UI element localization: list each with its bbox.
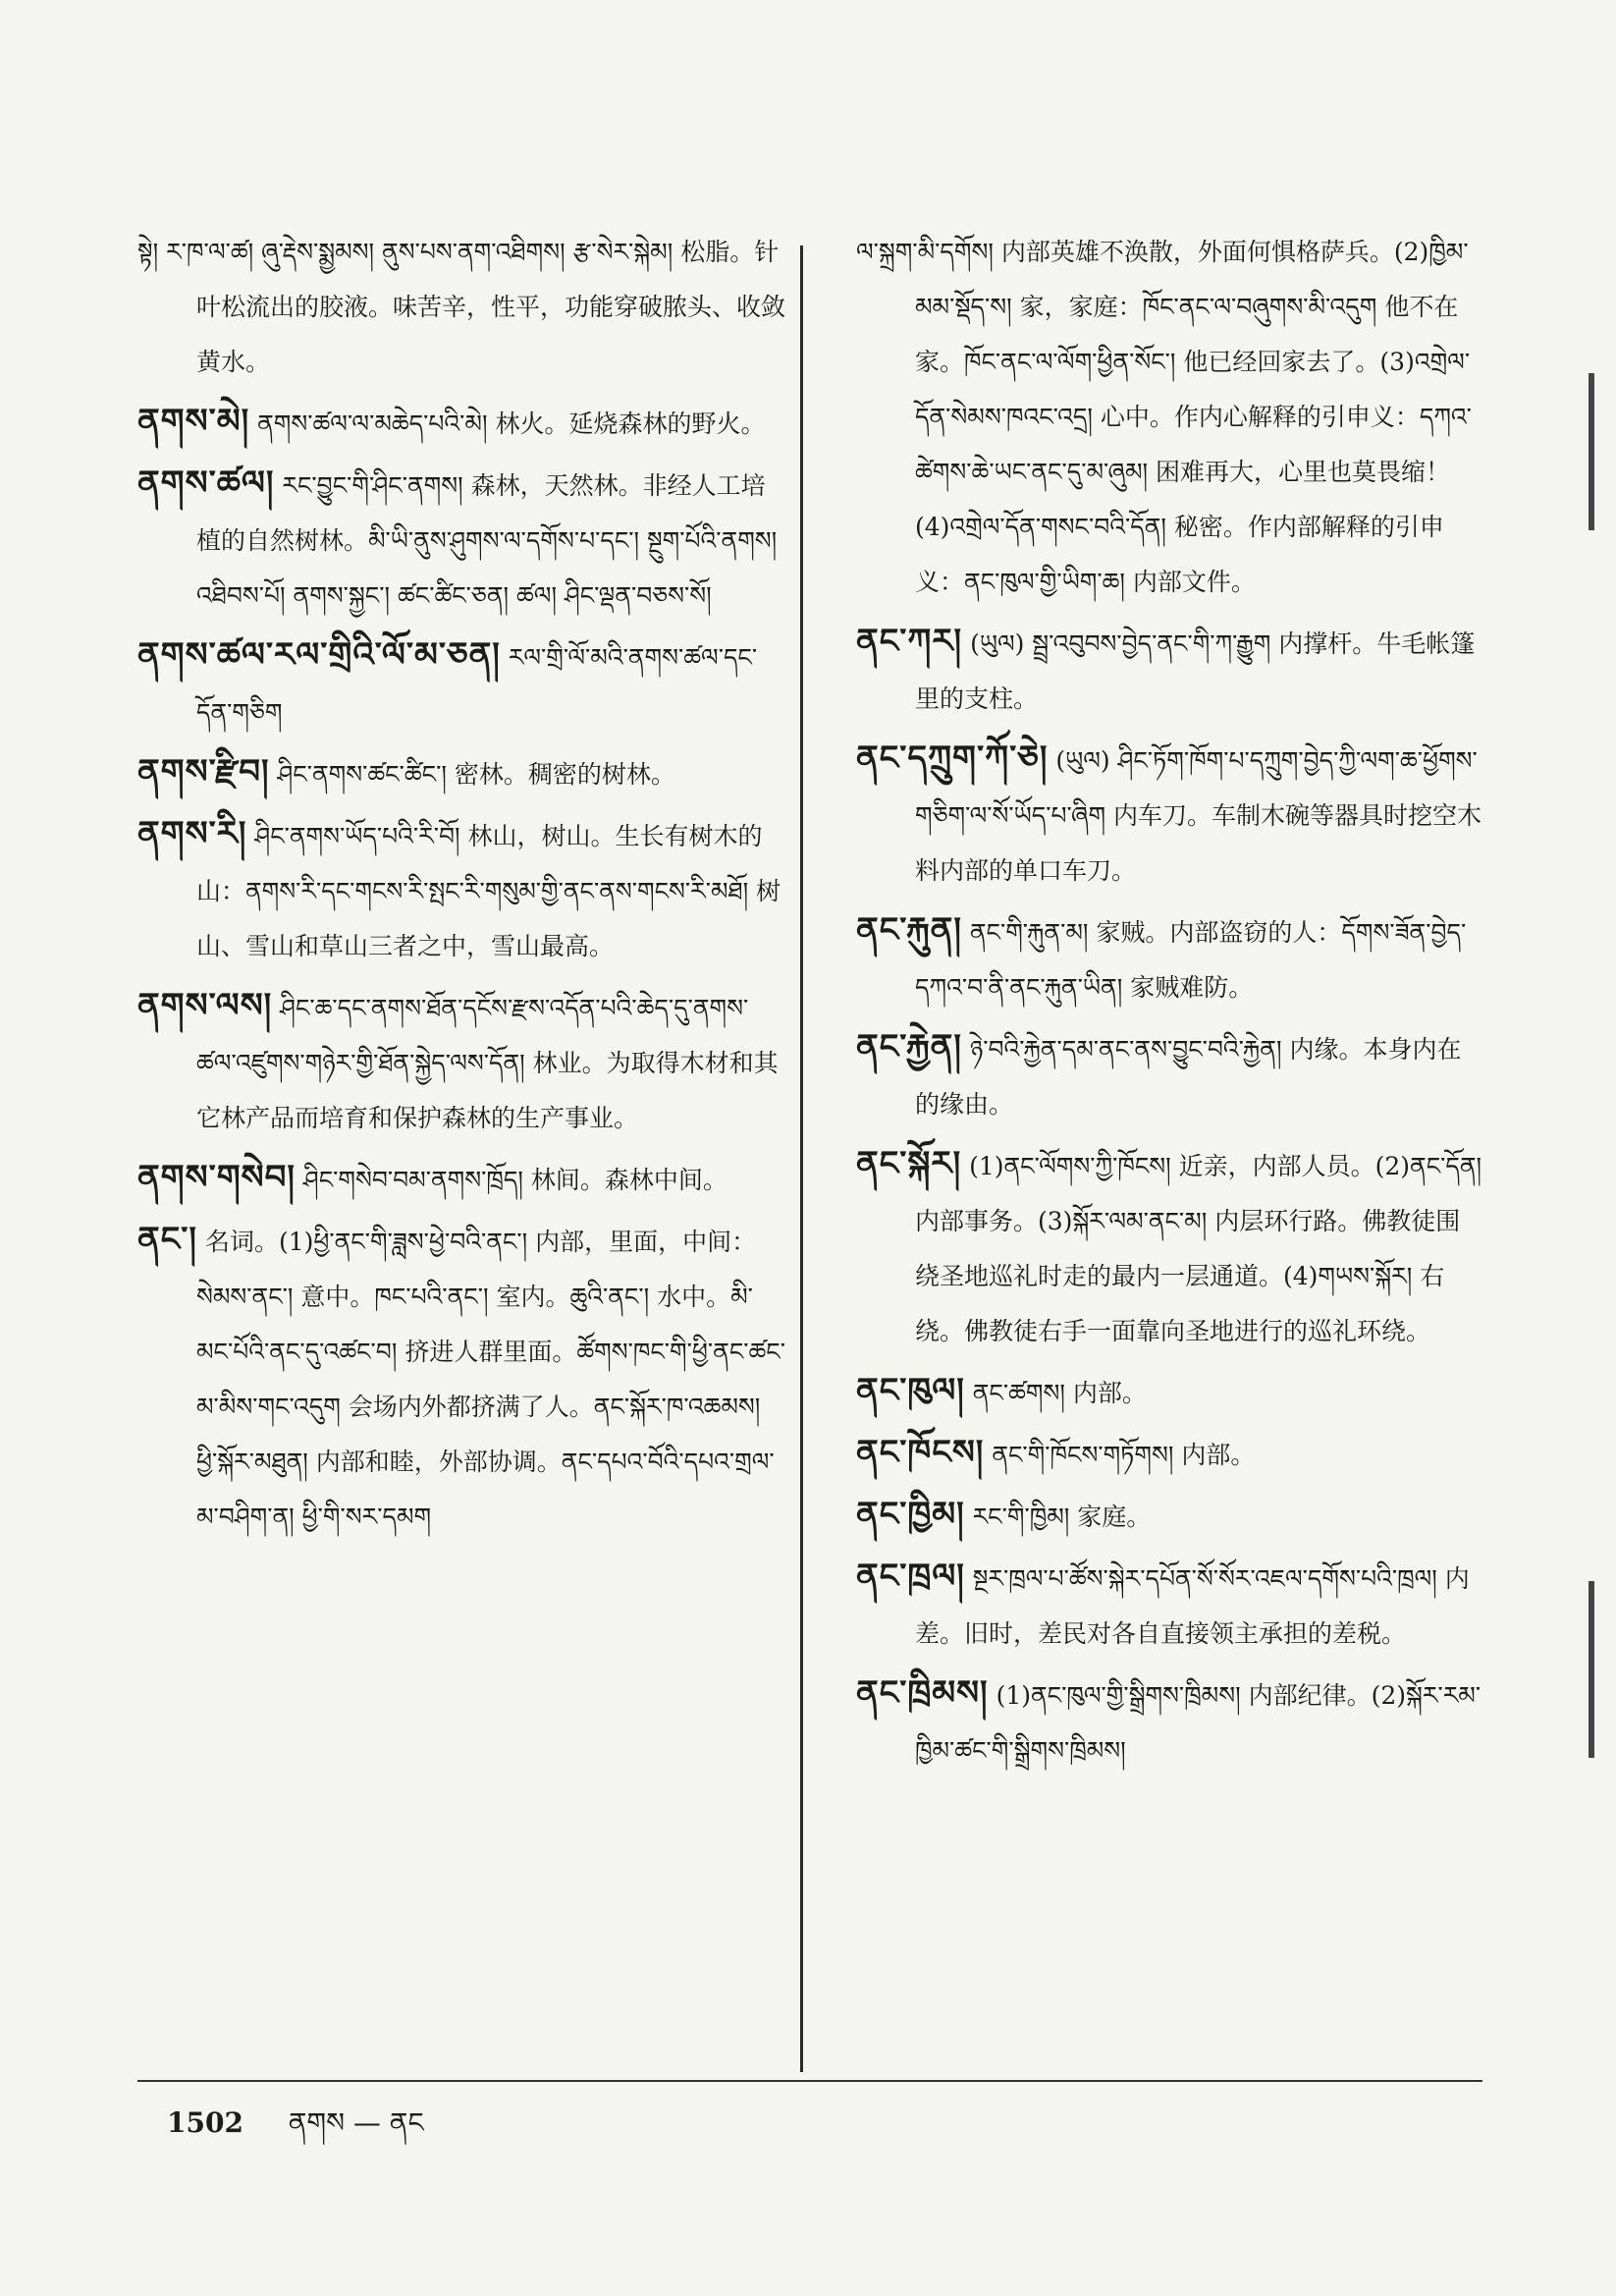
page-edge-mark xyxy=(1589,1581,1594,1758)
definition: ནང་གི་ཁོངས་གཏོགས། 内部。 xyxy=(992,1441,1256,1469)
entry xyxy=(856,1666,1484,1778)
headword: ནང་། xyxy=(137,1220,197,1259)
definition: (ཡུལ) སྦྲ་འབུབས་བྱེད་ནང་གི་ཀ་རྒྱུག 内撑杆。牛毛帐篷里的支柱。 xyxy=(915,629,1476,713)
definition: སྔར་ཁྲལ་པ་ཚོས་སྐེར་དཔོན་སོ་སོར་འཇལ་དགོས་པའི་ཁྲལ། 内差。旧时，差民对各自直接领主承担的差税。 xyxy=(915,1564,1470,1648)
headword: ནགས་ལས། xyxy=(137,986,273,1025)
headword: ནང་ཁྲལ། xyxy=(856,1557,965,1596)
definition: ནགས་ཚལ་ལ་མཆེད་པའི་མེ། 林火。延烧森林的野火。 xyxy=(257,410,766,438)
headword: ནང་ཁོངས། xyxy=(856,1433,985,1472)
entry xyxy=(137,744,785,802)
entry xyxy=(856,1425,1484,1483)
headword: ནང་རྐྱེན། xyxy=(856,1027,962,1066)
page-edge-mark xyxy=(1589,373,1594,530)
definition: རང་བྱུང་གི་ཤིང་ནགས། 森林，天然林。非经人工培植的自然树林。མི་ཡི་ནུས་ཤུགས་ལ་དགོས་པ་དང་། སྔུག་པོའི་ནགས། འཐིབས་པོ། ནགས་སྐྱང་། ཚང་ཚིང་ཅན། ཚལ། ཤིང་ལྡན་བཅས་སོ། xyxy=(196,471,778,610)
page-footer xyxy=(167,2092,424,2169)
definition: 名词。(1)ཕྱི་ནང་གི་ཟླས་ཕྱེ་བའི་ནང་། 内部，里面，中间：སེམས་ནང་། 意中。ཁང་པའི་ནང་། 室内。ཆུའི་ནང་། 水中。མི་མང་པོའི་ནང་དུ་འཚང་བ། 挤进人群里面。ཚོགས་ཁང་གི་ཕྱི་ནང་ཚང་མ་མིས་གང་འདུག 会场内外都挤满了人。ནང་སྐོར་ཁ་འཆམས། ཕྱི་སྐོར་མཐུན། 内部和睦，外部协调。ནང་དཔའ་བོའི་དཔའ་གྲལ་མ་བཤིག་ན། ཕྱི་གི་སར་དམག xyxy=(196,1228,785,1531)
definition: (ཡུལ) ཤིང་ཏོག་ཁོག་པ་དཀྲུག་བྱེད་ཀྱི་ལག་ཆ་ཕྱོགས་གཅིག་ལ་སོ་ཡོད་པ་ཞིག 内车刀。车制木碗等器具时挖空木料内部的单口车刀。 xyxy=(915,746,1482,885)
definition: རལ་གྲི་ལོ་མའི་ནགས་ཚལ་དང་དོན་གཅིག xyxy=(196,643,758,727)
definition: སྟེ། ར་ཁ་ལ་ཚ། ཞུ་རྡེས་སྨྱམས། ནུས་པས་ནག་འཐིགས། རྩ་སེར་སྐེམ། 松脂。针叶松流出的胶液。味苦辛，性平，功能穿破脓头、收敛黄水。 xyxy=(137,238,786,376)
definition: རང་གི་ཁྱིམ། 家庭。 xyxy=(972,1503,1152,1531)
entry xyxy=(137,456,785,624)
entry xyxy=(137,1150,785,1208)
headword: ནགས་ཚལ་རལ་གྲིའི་ལོ་མ་ཅན། xyxy=(137,635,501,675)
entry xyxy=(856,1549,1484,1662)
entry xyxy=(137,222,785,390)
definition: ཉེ་བའི་རྐྱེན་དམ་ནང་ནས་བྱུང་བའི་རྐྱེན། 内缘。本身内在的缘由。 xyxy=(915,1035,1462,1119)
definition: (1)ནང་ཁུལ་གྱི་སྒྲིགས་ཁྲིམས། 内部纪律。(2)སྐོར་རམ་ཁྱིམ་ཚང་གི་སྒྲིགས་ཁྲིམས། xyxy=(915,1681,1481,1765)
entry xyxy=(856,1363,1484,1421)
entry xyxy=(856,731,1484,899)
headword: ནང་སྐོར། xyxy=(856,1144,962,1183)
definition: ཤིང་ནགས་ཡོད་པའི་རི་བོ། 林山，树山。生长有树木的山：ནགས་རི་དང་གངས་རི་སྤང་རི་གསུམ་གྱི་ནང་ནས་གངས་རི་མཐོ། 树山、雪山和草山三者之中，雪山最高。 xyxy=(196,822,781,960)
entry xyxy=(137,806,785,974)
entry xyxy=(856,1487,1484,1545)
headword: ནང་རྐུན། xyxy=(856,910,962,950)
definition: ལ་སྐྲག་མི་དགོས། 内部英雄不涣散，外面何惧格萨兵。(2)ཁྱིམ་མམ་སྡོད་ས། 家，家庭：ཁོང་ནང་ལ་བཞུགས་མི་འདུག 他不在家。ཁོང་ནང་ལ་ལོག་ཕྱིན་སོང་། 他已经回家去了。(3)འགྲེལ་དོན་སེམས་ཁའང་འདྲ། 心中。作内心解释的引申义：དཀའ་ཚེགས་ཆེ་ཡང་ནང་དུ་མ་ཞུམ། 困难再大，心里也莫畏缩！(4)འགྲེལ་དོན་གསང་བའི་དོན། 秘密。作内部解释的引申义：ནང་ཁུལ་གྱི་ཡིག་ཆ། 内部文件。 xyxy=(856,238,1472,596)
entry xyxy=(856,1136,1484,1359)
running-header: ནགས — ནང xyxy=(288,2106,424,2139)
headword: ནང་ཁྲིམས། xyxy=(856,1673,989,1713)
entry xyxy=(137,394,785,452)
entry xyxy=(137,628,785,740)
definition: (1)ནང་ལོགས་ཀྱི་ཁོངས། 近亲，内部人员。(2)ནང་དོན། 内部事务。(3)སྐོར་ལམ་ནང་མ། 内层环行路。佛教徒围绕圣地巡礼时走的最内一层通道。(4)གཡས་སྐོར། 右绕。佛教徒右手一面靠向圣地进行的巡礼环绕。 xyxy=(915,1152,1482,1345)
headword: ནང་ཀར། xyxy=(856,622,963,661)
headword: ནང་ཁྱིམ། xyxy=(856,1495,965,1534)
headword: ནགས་ཚལ། xyxy=(137,464,275,503)
column-divider xyxy=(800,246,803,2072)
left-column xyxy=(137,222,785,1549)
headword: ནགས་གསེབ། xyxy=(137,1158,296,1197)
headword: ནང་དཀྲུག་ཀོ་ཅེ། xyxy=(856,738,1049,778)
definition: ཤིང་ནགས་ཚང་ཚིང་། 密林。稠密的树林。 xyxy=(277,760,675,789)
right-column xyxy=(856,222,1484,1782)
entry xyxy=(856,902,1484,1015)
entry xyxy=(137,978,785,1146)
definition: ནང་གི་རྐུན་མ། 家贼。内部盗窃的人：དོགས་ཟོན་བྱེད་དཀའ་བ་ནི་ནང་རྐུན་ཡིན། 家贼难防。 xyxy=(915,918,1467,1002)
definition: ཤིང་ཆ་དང་ནགས་ཐོན་དངོས་རྫས་འདོན་པའི་ཆེད་དུ་ནགས་ཚལ་འཛུགས་གཉེར་གྱི་ཐོན་སྐྱེད་ལས་དོན། 林业。为取得木材和其它林产品而培育和保护森林的生产事业。 xyxy=(196,994,779,1132)
entry xyxy=(137,1212,785,1545)
definition: ནང་ཚགས། 内部。 xyxy=(972,1379,1147,1407)
headword: ནགས་མེ། xyxy=(137,402,250,441)
page-number: 1502 xyxy=(167,2106,243,2139)
entry xyxy=(856,614,1484,727)
entry xyxy=(856,1019,1484,1132)
headword: ནང་ཁུལ། xyxy=(856,1371,965,1410)
entry xyxy=(856,222,1484,610)
headword: ནགས་རི། xyxy=(137,814,247,853)
footer-rule xyxy=(137,2080,1482,2082)
headword: ནགས་རྫིབ། xyxy=(137,752,270,792)
definition: ཤིང་གསེབ་བམ་ནགས་ཁྲོད། 林间。森林中间。 xyxy=(302,1166,727,1194)
